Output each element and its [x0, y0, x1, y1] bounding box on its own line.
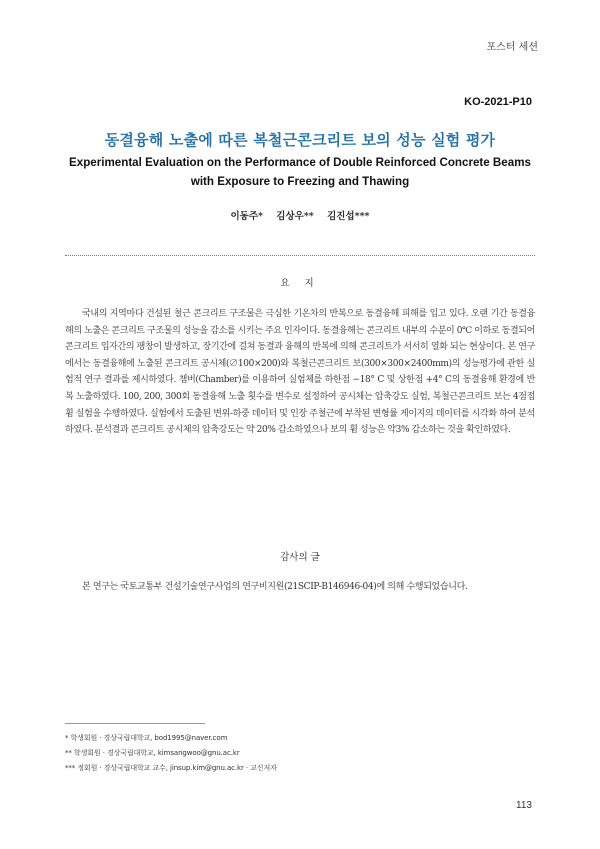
abstract-heading: 요 지 — [280, 278, 320, 289]
footnote-3: *** 정회원 · 경상국립대학교 교수, jinsup.kim@gnu.ac.kr · 교신저자 — [65, 764, 277, 772]
page-number: 113 — [516, 800, 532, 811]
acknowledgement-heading: 감사의 글 — [280, 552, 320, 563]
footnote-2: ** 학생회원 · 경상국립대학교, kimsangwoo@gnu.ac.kr — [65, 749, 240, 757]
section-divider — [65, 255, 535, 256]
title-korean: 동결융해 노출에 따른 복철근콘크리트 보의 성능 실험 평가 — [104, 131, 496, 149]
author-3: 김진섭*** — [327, 211, 370, 222]
footnote-divider — [65, 723, 205, 724]
abstract-body: 국내의 지역마다 건설된 철근 콘크리트 구조물은 극심한 기온차의 반복으로 동결융해 피해를 입고 있다. 오랜 기간 동결융해의 노출은 콘크리트 구조물의 성능을 감소를 시키는 주요 인자이다. 동결융해는 콘크리트 내부의 수분이 0℃ 이하로 동결되어 콘크리트 입자간의 팽창이 발생하고, 장기간에 걸쳐 동결과 융해의 반복에 의해 콘크리트가 서서히 열화 되는 현상이다. 본 연구에서는 동결융해에 노출된 콘크리트 공시체(∅100×200)와 복철근콘크리트 보(300×300×2400mm)의 성능평가에 관한 실험적 연구 결과를 제시하였다. 챔버(Chamber)를 이용하여 실험체를 하한점 −18° C 및 상한점 +4° C의 동결융해 환경에 반복 노출하였다. 100, 200, 300회 동결융해 노출 횟수를 변수로 설정하여 공시체는 압축강도 실험, 복철근콘크리트 보는 4점접 휨 실험을 수행하였다. 실험에서 도출된 변위-하중 데이터 및 인장 주철근에 부착된 변형률 게이지의 데이터를 시각화 하여 분석하였다. 분석결과 콘크리트 공시체의 압축강도는 약 20% 감소하였으나 보의 휨 성능은 약3% 감소하는 것을 확인하였다. — [65, 309, 535, 436]
paper-id: KO-2021-P10 — [464, 96, 532, 108]
author-1: 이동주* — [230, 211, 263, 222]
author-list — [0, 208, 600, 222]
footnote-1: * 학생회원 · 경상국립대학교, bod1995@naver.com — [65, 734, 228, 742]
title-english: Experimental Evaluation on the Performance of Double Reinforced Concrete Beams with Exposure to Freezing and Thawing — [69, 156, 531, 188]
footnotes — [65, 731, 535, 776]
session-label: 포스터 세션 — [486, 42, 538, 53]
acknowledgement-body: 본 연구는 국토교통부 건설기술연구사업의 연구비지원(21SCIP-B146946-04)에 의해 수행되었습니다. — [82, 582, 468, 592]
author-2: 김상우** — [276, 211, 314, 222]
